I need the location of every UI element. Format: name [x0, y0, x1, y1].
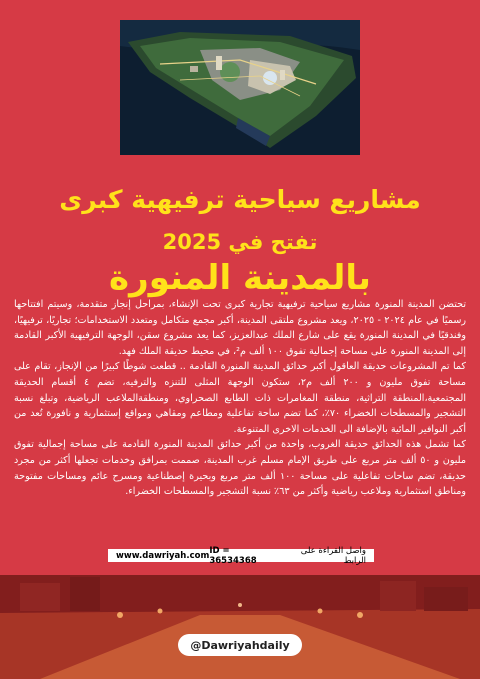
- title-line-2: تفتح في 2025: [162, 230, 318, 254]
- article-body: [14, 297, 466, 500]
- aerial-project-image: [120, 20, 360, 155]
- article-id: ID = 36534368: [209, 545, 257, 566]
- paragraph-3: كما تشمل هذه الحدائق حديقة الغروب، واحدة من أكبر حدائق المدينة المنورة القادمة على مساحة إجمالية تفوق مليون و ٥٠ ألف متر مربع على طريق الإمام مسلم غرب المدينة، صممت بمرافق وخدمات تجعلها أكثر من مجرد حديقة، تضم ساحات تفاعلية على مساحة ١٠٠ ألف متر مربع وبحيرة إصطناعية ومسرح عائم ومساحات مفتوحة ومناطق استثمارية وملاعب رياضية وأكثر من ٦٣٪ نسبة التشجير والمسطحات الخضراء.: [14, 439, 466, 498]
- footer-photo: [0, 575, 480, 679]
- read-more-bar[interactable]: [108, 545, 374, 566]
- read-more-label: واصل القراءة على الرابط: [300, 545, 366, 566]
- title-line-1: مشاريع سياحية ترفيهية كبرى: [59, 185, 421, 214]
- paragraph-1: تحتضن المدينة المنورة مشاريع سياحية ترفيهية تجارية كبرى تحت الإنشاء، بمراحل إنجاز متقدمة، وسيتم افتتاحها رسميًا في عام ٢٠٢٤ - ٢٠٢٥، ويعد مشروع ملتقى المدينة، أكبر مجمع متكامل ومتعدد الاستخدامات؛ تجاريًا، ترفيهيًا، وفندقيًا في المدينة المنورة يقع على شارع الملك عبدالعزيز، كما يعد مشروع سقن، الوجهة الترفيهية الأكبر القادمة إلى المدينة المنورة على مساحة إجمالية تفوق ١٠٠ ألف م²، في محيط حديقة الملك فهد.: [14, 299, 466, 357]
- paragraph-2: كما تم المشروعات حديقة العاقول أكبر حدائق المدينة المنورة القادمة .. قطعت شوطًا كبيرًا من الإنجاز، تقام على مساحة تفوق مليون و ٢٠٠ ألف م٢، ستكون الوجهة المثلى للتنزه والترفيه، تضم ٤ أقسام الحديقة المجتمعية،المنطقة التراثية، منطقة المغامرات ذات الطابع الصحراوي، ومنطقةالملاعب الرياضية، وتبلغ نسبة التشجير والمسطحات الخضراء ٧٠٪، كما تضم ساحة تفاعلية ومطاعم ومقاهي ومواقع إستثمارية و نافورة تُعد من أكبر النوافير المائية بالإضافة الى الخدمات الاخرى المتنوعة.: [14, 361, 466, 435]
- social-handle-badge: @Dawriyahdaily: [178, 634, 302, 656]
- website-link[interactable]: www.dawriyah.com: [116, 550, 210, 561]
- title-line-3: بالمدينة المنورة: [109, 258, 371, 298]
